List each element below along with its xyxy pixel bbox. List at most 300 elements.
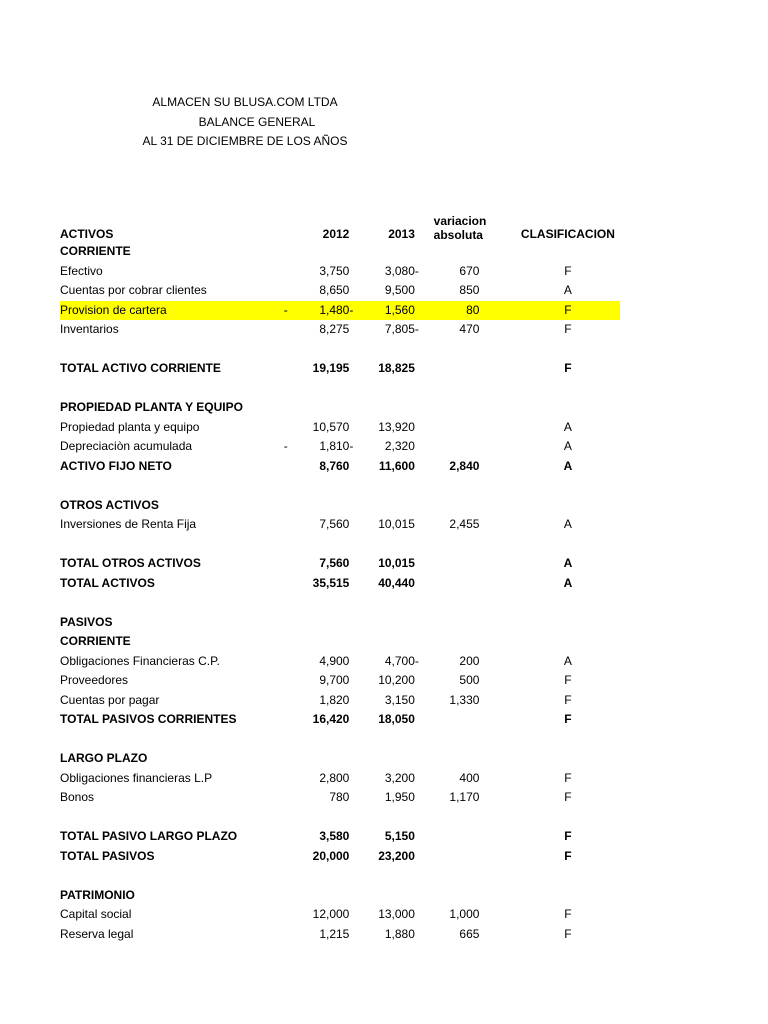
row-label: Proveedores [60, 673, 129, 687]
value-variacion: 2,840 [449, 458, 480, 473]
spacer [479, 827, 515, 847]
value-clasificacion: A [563, 458, 573, 473]
table-row [60, 574, 620, 594]
dash-2013: - [349, 439, 354, 453]
dash-variacion [415, 671, 434, 691]
dash-2013 [349, 535, 359, 555]
dash-2013 [349, 847, 359, 867]
company-name: ALMACEN SU BLUSA.COM LTDA [152, 95, 338, 109]
spacer [479, 808, 515, 828]
value-2012: 1,480 [294, 301, 349, 321]
value-2013 [360, 379, 415, 399]
value-variacion [434, 398, 480, 418]
dash-variacion [415, 476, 434, 496]
spacer [479, 535, 515, 555]
value-clasificacion: F [564, 829, 572, 843]
value-clasificacion [516, 749, 620, 769]
value-variacion: 1,170 [449, 790, 480, 804]
dash-2013 [349, 359, 359, 379]
dash-variacion [415, 730, 434, 750]
dash-variacion [415, 301, 434, 321]
value-clasificacion [516, 476, 620, 496]
blank-row [60, 730, 620, 750]
value-clasificacion: A [563, 556, 573, 570]
dash-2013 [349, 925, 359, 945]
value-2013: 2,320 [384, 439, 415, 453]
dash-variacion [415, 574, 434, 594]
table-row [60, 691, 620, 711]
dash-2013 [349, 671, 359, 691]
blank-row [60, 476, 620, 496]
row-label: ACTIVO FIJO NETO [60, 458, 172, 473]
value-variacion [434, 242, 480, 262]
value-2012: 3,750 [319, 263, 350, 278]
dash-variacion [415, 710, 434, 730]
table-row [60, 710, 620, 730]
dash-2012 [284, 925, 294, 945]
dash-variacion [415, 925, 434, 945]
value-clasificacion [516, 535, 620, 555]
dash-2012 [284, 866, 294, 886]
value-clasificacion: F [516, 301, 620, 321]
value-2012: 16,420 [312, 712, 350, 726]
value-2012: 7,560 [319, 556, 350, 570]
dash-2012 [284, 827, 294, 847]
dash-2013 [349, 749, 359, 769]
value-clasificacion: A [563, 575, 573, 590]
header-variacion-line1: variacion [433, 214, 487, 228]
blank-row [60, 866, 620, 886]
value-2012: 20,000 [312, 848, 350, 863]
table-row [60, 671, 620, 691]
dash-2012 [284, 749, 294, 769]
value-2012 [294, 496, 349, 516]
value-clasificacion [516, 886, 620, 906]
dash-2012 [284, 535, 294, 555]
table-row [60, 359, 620, 379]
value-2013: 3,200 [384, 770, 415, 785]
value-2012: 1,215 [319, 926, 350, 941]
row-label: CORRIENTE [60, 634, 131, 648]
row-label: Propiedad planta y equipo [60, 419, 200, 434]
value-2013: 10,200 [378, 673, 415, 687]
spacer [479, 515, 515, 535]
value-2012: 7,560 [319, 517, 350, 531]
table-row [60, 301, 620, 321]
value-2013 [360, 496, 415, 516]
value-variacion: 470 [459, 322, 480, 336]
dash-2012 [284, 359, 294, 379]
spacer [479, 925, 515, 945]
dash-variacion [415, 242, 434, 262]
value-clasificacion: A [563, 283, 572, 297]
value-2013 [360, 886, 415, 906]
row-label: TOTAL PASIVOS [60, 848, 155, 863]
value-2013: 4,700 [384, 653, 415, 668]
spacer [479, 652, 515, 672]
dash-variacion [415, 398, 434, 418]
spacer [479, 437, 515, 457]
dash-2012 [284, 554, 294, 574]
row-label: Inventarios [60, 322, 119, 336]
value-2013: 11,600 [378, 458, 415, 473]
value-2013: 10,015 [378, 556, 415, 570]
table-row [60, 769, 620, 789]
dash-2013 [349, 730, 359, 750]
spacer [479, 554, 515, 574]
value-variacion [434, 593, 480, 613]
dash-2012 [284, 379, 294, 399]
row-label: Inversiones de Renta Fija [60, 517, 197, 531]
dash-2013 [349, 457, 359, 477]
dash-variacion: - [414, 653, 419, 668]
value-2012 [294, 613, 349, 633]
value-variacion [434, 613, 480, 633]
dash-2012 [284, 593, 294, 613]
value-2013: 1,560 [360, 301, 415, 321]
spacer [479, 691, 515, 711]
spacer [479, 671, 515, 691]
value-variacion [434, 496, 480, 516]
spacer [479, 398, 515, 418]
row-label: TOTAL ACTIVOS [60, 575, 155, 590]
balance-sheet-table [60, 208, 620, 944]
row-label [60, 340, 284, 360]
row-label [60, 535, 284, 555]
spacer [479, 496, 515, 516]
header-activos: ACTIVOS [60, 227, 114, 241]
table-row [60, 905, 620, 925]
value-variacion [434, 418, 480, 438]
dash-2012 [284, 398, 294, 418]
value-2013: 5,150 [384, 829, 415, 843]
value-variacion [434, 808, 480, 828]
spacer [479, 749, 515, 769]
dash-2013 [349, 242, 359, 262]
spacer [479, 262, 515, 282]
row-label: PROPIEDAD PLANTA Y EQUIPO [60, 400, 243, 414]
blank-row [60, 340, 620, 360]
header-clasificacion: CLASIFICACION [520, 227, 615, 241]
value-variacion [434, 476, 480, 496]
value-variacion [434, 866, 480, 886]
dash-2013 [349, 515, 359, 535]
dash-variacion [415, 866, 434, 886]
spacer [479, 847, 515, 867]
dash-2013 [349, 632, 359, 652]
value-clasificacion [516, 398, 620, 418]
dash-2012 [284, 788, 294, 808]
table-row [60, 554, 620, 574]
dash-variacion: - [414, 263, 419, 278]
value-2013: 10,015 [378, 517, 415, 531]
value-2012 [294, 632, 349, 652]
dash-variacion [415, 340, 434, 360]
dash-2013 [349, 769, 359, 789]
blank-row [60, 808, 620, 828]
table-row [60, 320, 620, 340]
dash-2013 [349, 905, 359, 925]
dash-2013 [349, 340, 359, 360]
dash-variacion [415, 632, 434, 652]
value-variacion: 400 [459, 770, 480, 785]
value-clasificacion [516, 632, 620, 652]
dash-variacion [415, 437, 434, 457]
value-2013: 3,150 [384, 692, 415, 707]
dash-2012 [284, 632, 294, 652]
row-label: Bonos [60, 790, 95, 804]
spacer [479, 457, 515, 477]
spacer [479, 886, 515, 906]
value-2012 [294, 242, 349, 262]
dash-2012 [284, 652, 294, 672]
table-row [60, 613, 620, 633]
report-period: AL 31 DE DICIEMBRE DE LOS AÑOS [142, 134, 348, 148]
value-variacion: 1,000 [449, 907, 480, 921]
value-2012 [294, 866, 349, 886]
value-variacion: 665 [459, 926, 480, 941]
spacer [479, 866, 515, 886]
table-row [60, 418, 620, 438]
dash-2013 [349, 886, 359, 906]
spacer [479, 593, 515, 613]
value-variacion: 200 [459, 653, 480, 668]
header-variacion [433, 208, 487, 242]
dash-2013 [349, 593, 359, 613]
dash-2012 [284, 457, 294, 477]
dash-variacion [415, 749, 434, 769]
row-label: PASIVOS [60, 614, 113, 629]
dash-variacion [415, 281, 434, 301]
value-clasificacion [516, 808, 620, 828]
value-2012: 2,800 [319, 770, 350, 785]
dash-variacion [415, 847, 434, 867]
blank-row [60, 379, 620, 399]
value-2013 [360, 535, 415, 555]
spacer [479, 281, 515, 301]
row-label: Capital social [60, 907, 132, 921]
value-2013: 18,825 [378, 361, 415, 375]
table-row [60, 515, 620, 535]
value-clasificacion [516, 496, 620, 516]
value-2012: 8,760 [319, 458, 350, 473]
value-2013 [360, 808, 415, 828]
value-clasificacion [516, 242, 620, 262]
value-variacion [434, 359, 480, 379]
value-2013: 9,500 [384, 283, 415, 297]
value-2013: 40,440 [378, 575, 415, 590]
value-2013 [360, 613, 415, 633]
value-clasificacion: A [563, 439, 572, 453]
dash-2012 [284, 671, 294, 691]
value-clasificacion: A [563, 653, 572, 668]
value-2013: 3,080 [384, 263, 415, 278]
value-clasificacion: A [563, 517, 572, 531]
dash-2013 [349, 613, 359, 633]
value-2012 [294, 535, 349, 555]
value-2012 [294, 886, 349, 906]
dash-2013 [349, 379, 359, 399]
value-2013: 1,950 [384, 790, 415, 804]
value-2013 [360, 593, 415, 613]
dash-variacion [415, 515, 434, 535]
header-2012: 2012 [322, 227, 350, 241]
row-label [60, 808, 284, 828]
spacer [479, 613, 515, 633]
dash-2012 [284, 262, 294, 282]
value-2013 [360, 632, 415, 652]
value-variacion [434, 886, 480, 906]
value-2013 [360, 398, 415, 418]
table-row [60, 398, 620, 418]
table-row [60, 788, 620, 808]
blank-row [60, 535, 620, 555]
value-clasificacion: F [564, 361, 572, 375]
dash-2013 [349, 476, 359, 496]
dash-variacion: - [414, 322, 419, 336]
value-2012 [294, 476, 349, 496]
dash-2012 [284, 281, 294, 301]
blank-row [60, 593, 620, 613]
row-label: PATRIMONIO [60, 887, 135, 902]
dash-variacion [415, 769, 434, 789]
dash-2013 [349, 710, 359, 730]
value-clasificacion [516, 613, 620, 633]
row-label: Efectivo [60, 263, 103, 278]
value-2013: 7,805 [384, 322, 415, 336]
column-header-row [60, 208, 620, 242]
value-2012 [294, 340, 349, 360]
table-row [60, 925, 620, 945]
value-variacion [434, 847, 480, 867]
value-2012: 1,820 [319, 692, 350, 707]
row-label [60, 379, 284, 399]
spacer [479, 359, 515, 379]
table-row [60, 262, 620, 282]
dash-2012 [284, 613, 294, 633]
dash-2013: - [349, 301, 359, 321]
value-2013 [360, 730, 415, 750]
value-variacion [434, 379, 480, 399]
spacer [479, 574, 515, 594]
row-label [60, 476, 284, 496]
value-clasificacion: F [564, 790, 572, 804]
row-label: TOTAL ACTIVO CORRIENTE [60, 361, 221, 375]
dash-variacion [415, 457, 434, 477]
value-clasificacion: F [564, 322, 572, 336]
row-label: TOTAL OTROS ACTIVOS [60, 556, 201, 570]
spacer [479, 301, 515, 321]
table-row [60, 457, 620, 477]
dash-variacion [415, 788, 434, 808]
table-row [60, 749, 620, 769]
dash-2012 [284, 496, 294, 516]
header-variacion-line2: absoluta [433, 228, 483, 242]
value-2013 [360, 749, 415, 769]
row-label: Obligaciones financieras L.P [60, 770, 213, 785]
table-row [60, 827, 620, 847]
value-2012 [294, 379, 349, 399]
value-2012: 780 [329, 790, 350, 804]
dash-2012 [284, 242, 294, 262]
dash-2012 [284, 710, 294, 730]
dash-variacion [415, 613, 434, 633]
row-label: Depreciaciòn acumulada [60, 439, 193, 453]
value-2012 [294, 398, 349, 418]
spacer [479, 418, 515, 438]
dash-2013 [349, 554, 359, 574]
value-2013: 13,000 [378, 907, 415, 921]
value-variacion [434, 554, 480, 574]
value-2012: 19,195 [312, 361, 350, 375]
value-2012: 4,900 [319, 653, 350, 668]
spacer [479, 476, 515, 496]
value-clasificacion: F [564, 926, 572, 941]
dash-2013 [349, 652, 359, 672]
dash-variacion [415, 359, 434, 379]
dash-variacion [415, 496, 434, 516]
value-clasificacion: F [564, 907, 572, 921]
header-2013: 2013 [388, 227, 415, 241]
row-label: TOTAL PASIVOS CORRIENTES [60, 712, 237, 726]
row-label: CORRIENTE [60, 244, 131, 258]
table-row [60, 242, 620, 262]
row-label: LARGO PLAZO [60, 751, 148, 765]
value-clasificacion [516, 866, 620, 886]
dash-2013 [349, 788, 359, 808]
value-variacion [434, 437, 480, 457]
dash-variacion [415, 808, 434, 828]
dash-2013 [349, 398, 359, 418]
value-2012 [294, 730, 349, 750]
value-2012: 8,275 [319, 322, 350, 336]
value-2013: 13,920 [378, 419, 415, 434]
dash-2012 [284, 769, 294, 789]
value-variacion [434, 710, 480, 730]
value-2013 [360, 476, 415, 496]
dash-2013 [349, 866, 359, 886]
spacer [479, 320, 515, 340]
dash-2012 [284, 574, 294, 594]
spacer [479, 730, 515, 750]
dash-2012 [284, 515, 294, 535]
dash-2013 [349, 574, 359, 594]
table-row [60, 437, 620, 457]
value-clasificacion: F [564, 770, 572, 785]
value-variacion [434, 749, 480, 769]
value-2012: 35,515 [312, 575, 350, 590]
dash-2013 [349, 281, 359, 301]
dash-2012 [284, 905, 294, 925]
value-variacion [434, 730, 480, 750]
dash-2012 [284, 847, 294, 867]
value-clasificacion: F [564, 673, 572, 687]
row-label: Obligaciones Financieras C.P. [60, 653, 220, 668]
value-clasificacion: F [564, 712, 572, 726]
row-label [60, 730, 284, 750]
value-clasificacion [516, 379, 620, 399]
value-variacion [434, 535, 480, 555]
dash-2012: - [284, 301, 294, 321]
dash-2012 [284, 730, 294, 750]
dash-2013 [349, 496, 359, 516]
value-2013: 1,880 [384, 926, 415, 941]
dash-2012 [284, 340, 294, 360]
value-variacion: 850 [459, 283, 480, 297]
value-variacion [434, 340, 480, 360]
value-variacion [434, 574, 480, 594]
value-2012: 8,650 [319, 283, 350, 297]
